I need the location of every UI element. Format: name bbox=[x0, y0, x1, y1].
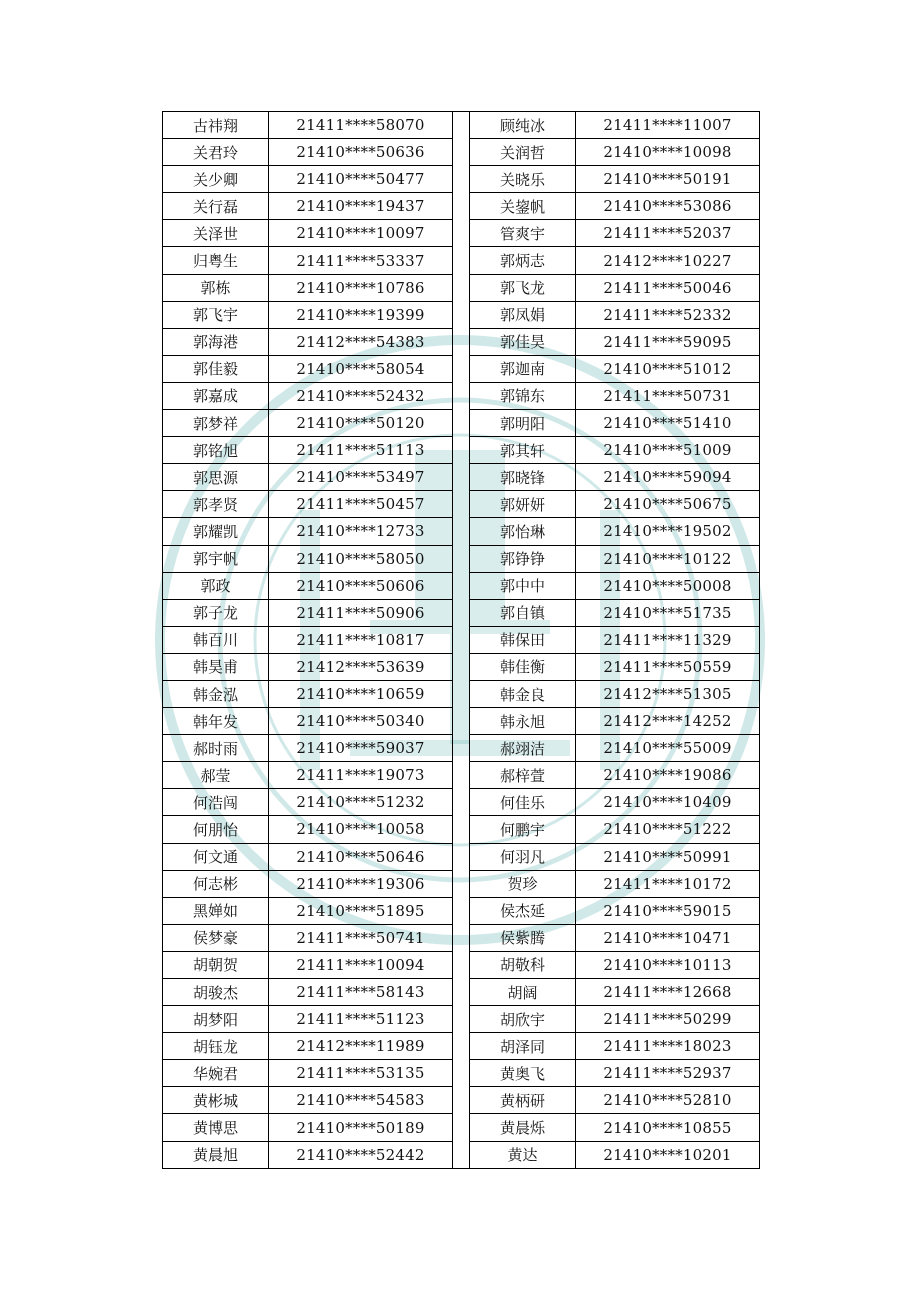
column-gap bbox=[453, 355, 470, 382]
student-id-cell: 21412****11989 bbox=[269, 1033, 453, 1060]
table-row bbox=[163, 653, 760, 680]
student-id-cell: 21412****53639 bbox=[269, 653, 453, 680]
student-id-cell: 21411****50906 bbox=[269, 599, 453, 626]
name-cell: 黄晨烁 bbox=[470, 1114, 576, 1141]
name-cell: 黄晨旭 bbox=[163, 1141, 269, 1168]
name-cell: 胡阔 bbox=[470, 979, 576, 1006]
name-cell: 郝莹 bbox=[163, 762, 269, 789]
name-cell: 贺珍 bbox=[470, 870, 576, 897]
table-row bbox=[163, 870, 760, 897]
name-cell: 郭中中 bbox=[470, 572, 576, 599]
name-cell: 黄柄研 bbox=[470, 1087, 576, 1114]
name-cell: 郭铮铮 bbox=[470, 545, 576, 572]
student-id-cell: 21410****19437 bbox=[269, 193, 453, 220]
column-gap bbox=[453, 789, 470, 816]
table-row bbox=[163, 274, 760, 301]
name-cell: 关鋆帆 bbox=[470, 193, 576, 220]
table-row bbox=[163, 220, 760, 247]
table-row bbox=[163, 518, 760, 545]
student-id-cell: 21410****10122 bbox=[576, 545, 760, 572]
student-id-cell: 21410****51410 bbox=[576, 410, 760, 437]
table-row bbox=[163, 979, 760, 1006]
name-cell: 何文通 bbox=[163, 843, 269, 870]
column-gap bbox=[453, 112, 470, 139]
student-id-cell: 21410****51895 bbox=[269, 897, 453, 924]
student-id-cell: 21410****51735 bbox=[576, 599, 760, 626]
table-row bbox=[163, 301, 760, 328]
student-id-cell: 21410****10659 bbox=[269, 680, 453, 707]
name-cell: 关泽世 bbox=[163, 220, 269, 247]
column-gap bbox=[453, 1087, 470, 1114]
name-cell: 郝翊洁 bbox=[470, 735, 576, 762]
name-cell: 郭佳毅 bbox=[163, 355, 269, 382]
column-gap bbox=[453, 410, 470, 437]
table-row bbox=[163, 1141, 760, 1168]
student-id-cell: 21411****51113 bbox=[269, 437, 453, 464]
name-cell: 郭明阳 bbox=[470, 410, 576, 437]
student-id-cell: 21410****10058 bbox=[269, 816, 453, 843]
column-gap bbox=[453, 247, 470, 274]
student-id-cell: 21411****50046 bbox=[576, 274, 760, 301]
name-cell: 黄博思 bbox=[163, 1114, 269, 1141]
student-id-cell: 21410****51232 bbox=[269, 789, 453, 816]
name-cell: 关润哲 bbox=[470, 139, 576, 166]
name-cell: 郭海港 bbox=[163, 328, 269, 355]
name-cell: 郭梦祥 bbox=[163, 410, 269, 437]
student-id-cell: 21410****58054 bbox=[269, 355, 453, 382]
table-row bbox=[163, 247, 760, 274]
student-id-cell: 21410****50675 bbox=[576, 491, 760, 518]
name-cell: 郭自镇 bbox=[470, 599, 576, 626]
student-id-cell: 21412****51305 bbox=[576, 680, 760, 707]
name-cell: 韩昊甫 bbox=[163, 653, 269, 680]
name-cell: 韩佳衡 bbox=[470, 653, 576, 680]
name-cell: 韩金良 bbox=[470, 680, 576, 707]
column-gap bbox=[453, 870, 470, 897]
table-row bbox=[163, 708, 760, 735]
table-row bbox=[163, 1087, 760, 1114]
student-id-cell: 21412****14252 bbox=[576, 708, 760, 735]
student-id-cell: 21411****19073 bbox=[269, 762, 453, 789]
roster-body bbox=[163, 112, 760, 1169]
student-id-cell: 21410****50340 bbox=[269, 708, 453, 735]
name-cell: 胡梦阳 bbox=[163, 1006, 269, 1033]
column-gap bbox=[453, 599, 470, 626]
student-id-cell: 21410****50636 bbox=[269, 139, 453, 166]
name-cell: 顾纯冰 bbox=[470, 112, 576, 139]
student-id-cell: 21412****10227 bbox=[576, 247, 760, 274]
name-cell: 郭飞宇 bbox=[163, 301, 269, 328]
column-gap bbox=[453, 328, 470, 355]
table-row bbox=[163, 951, 760, 978]
table-row bbox=[163, 789, 760, 816]
table-row bbox=[163, 816, 760, 843]
column-gap bbox=[453, 626, 470, 653]
column-gap bbox=[453, 166, 470, 193]
column-gap bbox=[453, 653, 470, 680]
table-row bbox=[163, 166, 760, 193]
name-cell: 郭迦南 bbox=[470, 355, 576, 382]
table-row bbox=[163, 382, 760, 409]
column-gap bbox=[453, 464, 470, 491]
student-id-cell: 21411****58143 bbox=[269, 979, 453, 1006]
student-id-cell: 21411****50457 bbox=[269, 491, 453, 518]
name-cell: 郭政 bbox=[163, 572, 269, 599]
student-id-cell: 21410****10201 bbox=[576, 1141, 760, 1168]
student-id-cell: 21410****10409 bbox=[576, 789, 760, 816]
name-cell: 何鹏宇 bbox=[470, 816, 576, 843]
table-row bbox=[163, 1060, 760, 1087]
student-id-cell: 21411****50559 bbox=[576, 653, 760, 680]
table-row bbox=[163, 139, 760, 166]
table-row bbox=[163, 599, 760, 626]
table-row bbox=[163, 1006, 760, 1033]
column-gap bbox=[453, 437, 470, 464]
student-id-cell: 21410****53497 bbox=[269, 464, 453, 491]
table-row bbox=[163, 626, 760, 653]
student-id-cell: 21411****53135 bbox=[269, 1060, 453, 1087]
column-gap bbox=[453, 1006, 470, 1033]
name-cell: 郭怡琳 bbox=[470, 518, 576, 545]
student-id-cell: 21410****55009 bbox=[576, 735, 760, 762]
column-gap bbox=[453, 708, 470, 735]
student-id-cell: 21410****54583 bbox=[269, 1087, 453, 1114]
column-gap bbox=[453, 843, 470, 870]
name-cell: 郭晓锋 bbox=[470, 464, 576, 491]
student-id-cell: 21410****10097 bbox=[269, 220, 453, 247]
table-row bbox=[163, 735, 760, 762]
name-cell: 关行磊 bbox=[163, 193, 269, 220]
table-row bbox=[163, 328, 760, 355]
student-id-cell: 21411****11007 bbox=[576, 112, 760, 139]
column-gap bbox=[453, 1114, 470, 1141]
student-id-cell: 21410****53086 bbox=[576, 193, 760, 220]
table-row bbox=[163, 112, 760, 139]
table-row bbox=[163, 924, 760, 951]
column-gap bbox=[453, 518, 470, 545]
student-id-cell: 21410****10113 bbox=[576, 951, 760, 978]
student-id-cell: 21410****12733 bbox=[269, 518, 453, 545]
student-id-cell: 21410****59094 bbox=[576, 464, 760, 491]
student-id-cell: 21410****10098 bbox=[576, 139, 760, 166]
name-cell: 郭宇帆 bbox=[163, 545, 269, 572]
name-cell: 管爽宇 bbox=[470, 220, 576, 247]
table-row bbox=[163, 680, 760, 707]
table-row bbox=[163, 572, 760, 599]
table-row bbox=[163, 410, 760, 437]
table-row bbox=[163, 1114, 760, 1141]
name-cell: 郭铭旭 bbox=[163, 437, 269, 464]
name-cell: 归粤生 bbox=[163, 247, 269, 274]
student-id-cell: 21411****59095 bbox=[576, 328, 760, 355]
name-cell: 郭其轩 bbox=[470, 437, 576, 464]
student-id-cell: 21410****19086 bbox=[576, 762, 760, 789]
student-id-cell: 21410****50120 bbox=[269, 410, 453, 437]
student-id-cell: 21410****19306 bbox=[269, 870, 453, 897]
student-id-cell: 21411****10817 bbox=[269, 626, 453, 653]
name-cell: 韩永旭 bbox=[470, 708, 576, 735]
student-id-cell: 21410****10786 bbox=[269, 274, 453, 301]
name-cell: 郝时雨 bbox=[163, 735, 269, 762]
student-id-cell: 21411****58070 bbox=[269, 112, 453, 139]
name-cell: 韩保田 bbox=[470, 626, 576, 653]
student-id-cell: 21412****54383 bbox=[269, 328, 453, 355]
name-cell: 郭炳志 bbox=[470, 247, 576, 274]
column-gap bbox=[453, 897, 470, 924]
student-id-cell: 21411****50731 bbox=[576, 382, 760, 409]
student-id-cell: 21410****10471 bbox=[576, 924, 760, 951]
table-row bbox=[163, 762, 760, 789]
student-id-cell: 21410****50008 bbox=[576, 572, 760, 599]
name-cell: 郭子龙 bbox=[163, 599, 269, 626]
roster-table bbox=[162, 111, 760, 1169]
student-id-cell: 21410****51009 bbox=[576, 437, 760, 464]
student-id-cell: 21410****52810 bbox=[576, 1087, 760, 1114]
name-cell: 郭锦东 bbox=[470, 382, 576, 409]
column-gap bbox=[453, 1060, 470, 1087]
student-id-cell: 21411****50299 bbox=[576, 1006, 760, 1033]
table-row bbox=[163, 897, 760, 924]
name-cell: 侯杰延 bbox=[470, 897, 576, 924]
table-row bbox=[163, 491, 760, 518]
student-id-cell: 21410****59037 bbox=[269, 735, 453, 762]
column-gap bbox=[453, 1033, 470, 1060]
name-cell: 胡钰龙 bbox=[163, 1033, 269, 1060]
student-id-cell: 21410****19399 bbox=[269, 301, 453, 328]
column-gap bbox=[453, 491, 470, 518]
student-id-cell: 21411****53337 bbox=[269, 247, 453, 274]
name-cell: 关晓乐 bbox=[470, 166, 576, 193]
student-id-cell: 21410****50991 bbox=[576, 843, 760, 870]
name-cell: 韩年发 bbox=[163, 708, 269, 735]
column-gap bbox=[453, 274, 470, 301]
name-cell: 韩百川 bbox=[163, 626, 269, 653]
name-cell: 关君玲 bbox=[163, 139, 269, 166]
name-cell: 胡骏杰 bbox=[163, 979, 269, 1006]
student-id-cell: 21411****12668 bbox=[576, 979, 760, 1006]
name-cell: 胡泽同 bbox=[470, 1033, 576, 1060]
column-gap bbox=[453, 139, 470, 166]
name-cell: 华婉君 bbox=[163, 1060, 269, 1087]
column-gap bbox=[453, 572, 470, 599]
name-cell: 黄达 bbox=[470, 1141, 576, 1168]
column-gap bbox=[453, 924, 470, 951]
name-cell: 何佳乐 bbox=[470, 789, 576, 816]
student-id-cell: 21411****11329 bbox=[576, 626, 760, 653]
student-id-cell: 21411****10094 bbox=[269, 951, 453, 978]
name-cell: 何志彬 bbox=[163, 870, 269, 897]
name-cell: 郭耀凯 bbox=[163, 518, 269, 545]
student-id-cell: 21411****51123 bbox=[269, 1006, 453, 1033]
table-row bbox=[163, 437, 760, 464]
name-cell: 郝梓萱 bbox=[470, 762, 576, 789]
student-id-cell: 21410****51222 bbox=[576, 816, 760, 843]
student-id-cell: 21410****19502 bbox=[576, 518, 760, 545]
column-gap bbox=[453, 301, 470, 328]
column-gap bbox=[453, 816, 470, 843]
student-id-cell: 21410****50646 bbox=[269, 843, 453, 870]
table-row bbox=[163, 355, 760, 382]
name-cell: 古祎翔 bbox=[163, 112, 269, 139]
name-cell: 胡欣宇 bbox=[470, 1006, 576, 1033]
name-cell: 侯梦豪 bbox=[163, 924, 269, 951]
student-id-cell: 21411****50741 bbox=[269, 924, 453, 951]
table-row bbox=[163, 193, 760, 220]
name-cell: 郭妍妍 bbox=[470, 491, 576, 518]
table-row bbox=[163, 843, 760, 870]
student-id-cell: 21411****52937 bbox=[576, 1060, 760, 1087]
table-row bbox=[163, 545, 760, 572]
name-cell: 胡敬科 bbox=[470, 951, 576, 978]
name-cell: 郭佳昊 bbox=[470, 328, 576, 355]
name-cell: 何朋怡 bbox=[163, 816, 269, 843]
name-cell: 郭飞龙 bbox=[470, 274, 576, 301]
table-row bbox=[163, 464, 760, 491]
student-id-cell: 21410****58050 bbox=[269, 545, 453, 572]
name-cell: 胡朝贺 bbox=[163, 951, 269, 978]
name-cell: 关少卿 bbox=[163, 166, 269, 193]
student-id-cell: 21411****52037 bbox=[576, 220, 760, 247]
name-cell: 郭嘉成 bbox=[163, 382, 269, 409]
column-gap bbox=[453, 762, 470, 789]
name-cell: 黑婵如 bbox=[163, 897, 269, 924]
column-gap bbox=[453, 979, 470, 1006]
student-id-cell: 21410****51012 bbox=[576, 355, 760, 382]
student-id-cell: 21410****59015 bbox=[576, 897, 760, 924]
student-id-cell: 21410****50606 bbox=[269, 572, 453, 599]
student-id-cell: 21410****50189 bbox=[269, 1114, 453, 1141]
student-id-cell: 21410****52432 bbox=[269, 382, 453, 409]
column-gap bbox=[453, 680, 470, 707]
name-cell: 郭凤娟 bbox=[470, 301, 576, 328]
name-cell: 何浩闯 bbox=[163, 789, 269, 816]
student-id-cell: 21411****52332 bbox=[576, 301, 760, 328]
name-cell: 黄彬城 bbox=[163, 1087, 269, 1114]
column-gap bbox=[453, 220, 470, 247]
student-id-cell: 21410****52442 bbox=[269, 1141, 453, 1168]
column-gap bbox=[453, 382, 470, 409]
table-row bbox=[163, 1033, 760, 1060]
student-id-cell: 21411****18023 bbox=[576, 1033, 760, 1060]
name-cell: 黄奥飞 bbox=[470, 1060, 576, 1087]
student-id-cell: 21410****50191 bbox=[576, 166, 760, 193]
name-cell: 郭孝贤 bbox=[163, 491, 269, 518]
name-cell: 韩金泓 bbox=[163, 680, 269, 707]
column-gap bbox=[453, 193, 470, 220]
name-cell: 郭栋 bbox=[163, 274, 269, 301]
column-gap bbox=[453, 735, 470, 762]
column-gap bbox=[453, 951, 470, 978]
name-cell: 何羽凡 bbox=[470, 843, 576, 870]
student-id-cell: 21410****50477 bbox=[269, 166, 453, 193]
student-id-cell: 21410****10855 bbox=[576, 1114, 760, 1141]
name-cell: 侯紫腾 bbox=[470, 924, 576, 951]
student-id-cell: 21411****10172 bbox=[576, 870, 760, 897]
column-gap bbox=[453, 1141, 470, 1168]
column-gap bbox=[453, 545, 470, 572]
name-cell: 郭思源 bbox=[163, 464, 269, 491]
